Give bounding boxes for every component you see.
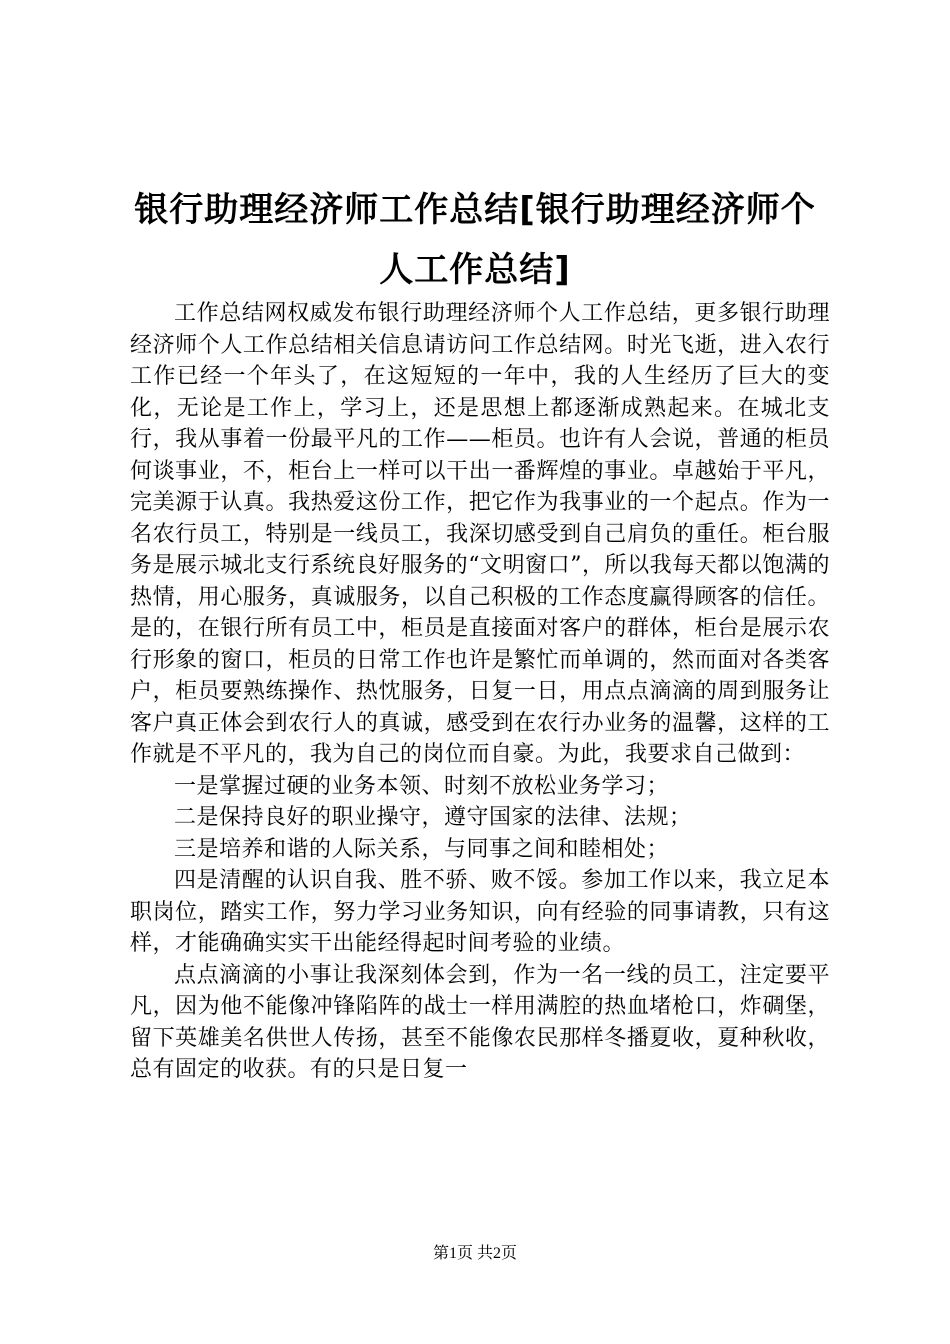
paragraph: 一是掌握过硬的业务本领、时刻不放松业务学习；: [174, 773, 670, 799]
paragraph: 工作总结网权威发布银行助理经济师个人工作总结，更多银行助理经济师个人工作总结相关信息请访问工作总结网。时光飞逝，进入农行工作已经一个年头了，在这短短的一年中，我的人生经历了巨大的变化，无论是工作上，学习上，还是思想上都逐渐成熟起来。在城北支行，我从事着一份最平凡的工作——柜员。也许有人会说，普通的柜员何谈事业，不，柜台上一样可以干出一番辉煌的事业。卓越始于平凡，完美源于认真。我热爱这份工作，把它作为我事业的一个起点。作为一名农行员工，特别是一线员工，我深切感受到自己肩负的重任。柜台服务是展示城北支行系统良好服务的“文明窗口”，所以我每天都以饱满的热情，用心服务，真诚服务，以自己积极的工作态度赢得顾客的信任。是的，在银行所有员工中，柜员是直接面对客户的群体，柜台是展示农行形象的窗口，柜员的日常工作也许是繁忙而单调的，然而面对各类客户，柜员要熟练操作、热忱服务，日复一日，用点点滴滴的周到服务让客户真正体会到农行人的真诚，感受到在农行办业务的温馨，这样的工作就是不平凡的，我为自己的岗位而自豪。为此，我要求自己做到：: [130, 301, 830, 767]
page-footer: 第1页 共2页: [432, 1245, 517, 1262]
paragraph: 点点滴滴的小事让我深刻体会到，作为一名一线的员工，注定要平凡，因为他不能像冲锋陷阵的战士一样用满腔的热血堵枪口，炸碉堡，留下英雄美名供世人传扬，甚至不能像农民那样冬播夏收，夏种秋收，总有固定的收获。有的只是日复一: [130, 962, 830, 1082]
paragraph: 二是保持良好的职业操守，遵守国家的法律、法规；: [174, 805, 692, 830]
title-line-1: 银行助理经济师工作总结[银行助理经济师个: [134, 190, 816, 230]
title-line-2: 人工作总结]: [379, 250, 571, 290]
document-body: [130, 298, 830, 1086]
document-title: [100, 180, 850, 300]
paragraph: 三是培养和谐的人际关系，与同事之间和睦相处；: [174, 836, 670, 862]
paragraph: 四是清醒的认识自我、胜不骄、败不馁。参加工作以来，我立足本职岗位，踏实工作，努力学习业务知识，向有经验的同事请教，只有这样，才能确确实实干出能经得起时间考验的业绩。: [130, 868, 830, 956]
